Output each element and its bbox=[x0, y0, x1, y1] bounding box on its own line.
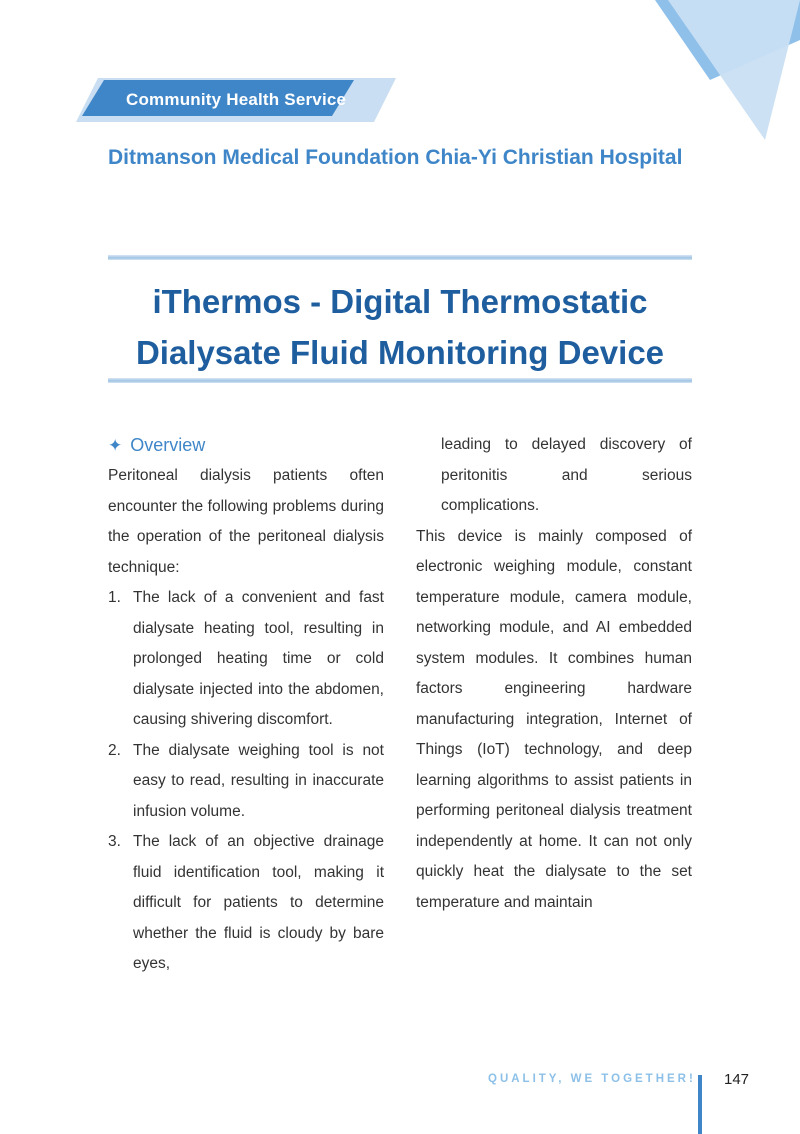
title-line-1: iThermos - Digital Thermostatic bbox=[152, 283, 648, 320]
list-item bbox=[108, 827, 384, 980]
list-item-number: 1. bbox=[108, 589, 121, 606]
list-item bbox=[108, 583, 384, 736]
footer-slogan: QUALITY, WE TOGETHER! bbox=[488, 1073, 696, 1085]
title-rule-bottom bbox=[108, 378, 692, 383]
body-paragraph: This device is mainly composed of electronic weighing module, constant temperature module, camera module, networking module, and AI embedded system modules. It combines human factors engineering hardware manufacturing integration, Internet of Things (IoT) technology, and deep learning algorithms to assist patients in performing peritoneal dialysis treatment independently at home. It can not only quickly heat the dialysate to the set temperature and maintain bbox=[416, 527, 692, 911]
list-item-continued: leading to delayed discovery of peritonitis and serious complications. bbox=[441, 436, 692, 514]
right-column bbox=[416, 430, 692, 918]
section-tag: Community Health Service bbox=[126, 90, 347, 109]
title-line-2: Dialysate Fluid Monitoring Device bbox=[135, 334, 665, 371]
list-item-text: The dialysate weighing tool is not easy to read, resulting in inaccurate infusion volume. bbox=[133, 741, 384, 820]
page-number: 147 bbox=[724, 1071, 750, 1088]
left-column bbox=[108, 430, 384, 980]
list-item-text: The lack of a convenient and fast dialysate heating tool, resulting in prolonged heating time or cold dialysate injected into the abdomen, causing shivering discomfort. bbox=[133, 589, 384, 728]
hospital-name: Ditmanson Medical Foundation Chia-Yi Christian Hospital bbox=[108, 146, 683, 169]
list-item-number: 2. bbox=[108, 741, 121, 759]
overview-heading bbox=[108, 430, 384, 461]
list-item bbox=[108, 736, 384, 828]
list-item-number: 3. bbox=[108, 833, 121, 850]
footer-divider bbox=[698, 1075, 702, 1134]
list-item-text: The lack of an objective drainage fluid identification tool, making it difficult for patients to determine whether the fluid is cloudy by bare eyes, bbox=[133, 833, 384, 972]
star-icon: ✦ bbox=[108, 436, 123, 455]
overview-intro: Peritoneal dialysis patients often encounter the following problems during the operation of the peritoneal dialysis technique: bbox=[108, 467, 384, 576]
title-rule-top bbox=[108, 255, 692, 260]
overview-heading-text: Overview bbox=[130, 435, 206, 455]
page-title bbox=[100, 276, 700, 378]
